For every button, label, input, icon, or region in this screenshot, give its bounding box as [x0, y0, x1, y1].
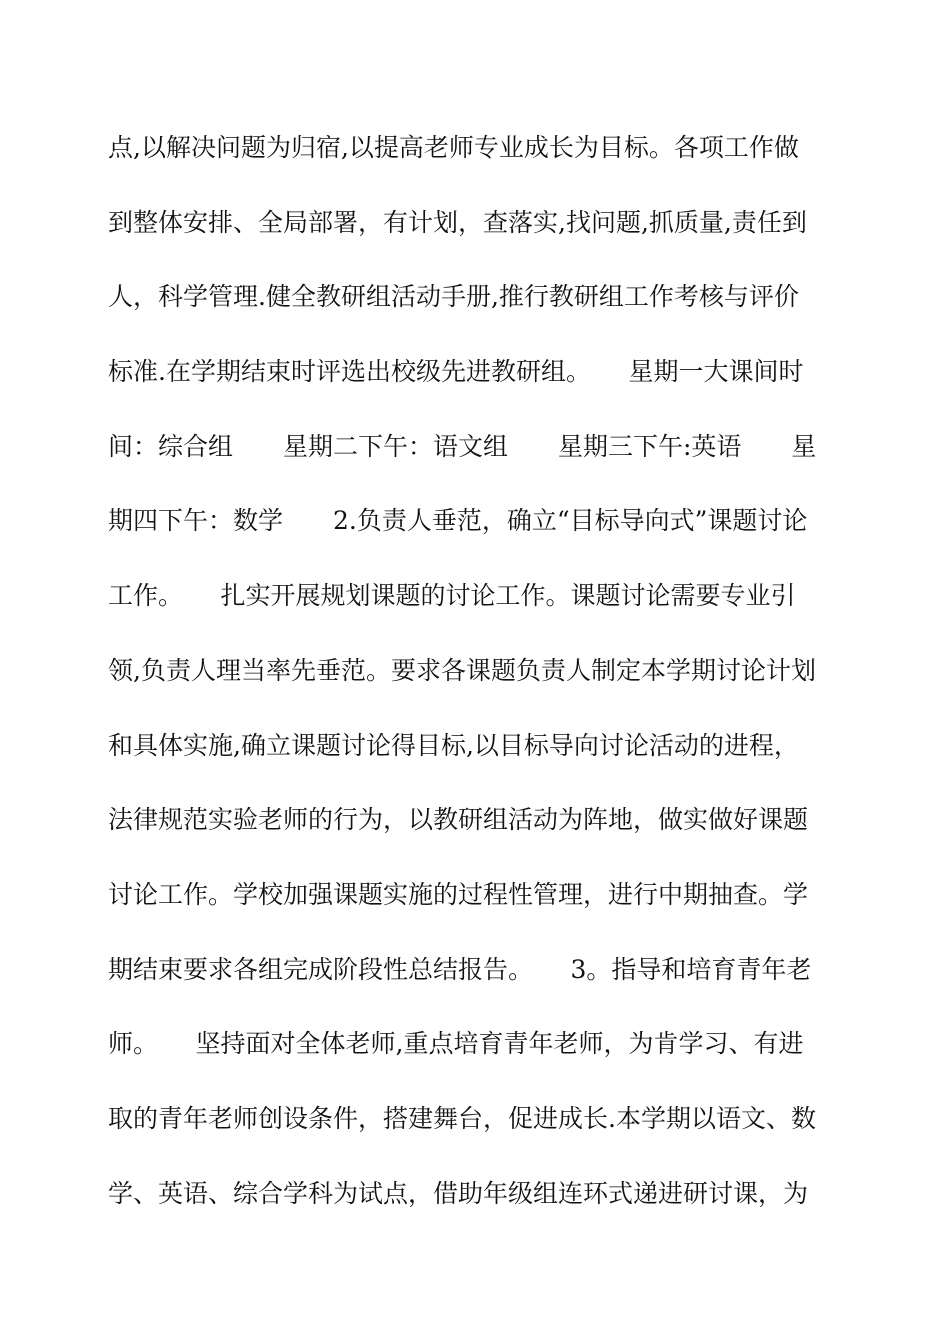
text-line: 工作。 扎实开展规划课题的讨论工作。课题讨论需要专业引: [108, 581, 796, 611]
text-line: 标准.在学期结束时评选出校级先进教研组。 星期一大课间时: [108, 357, 804, 387]
text-line: 学、英语、综合学科为试点，借助年级组连环式递进研讨课，为: [108, 1178, 809, 1208]
text-line: 到整体安排、全局部署，有计划，查落实,找问题,抓质量,责任到: [108, 207, 807, 237]
text-line: 讨论工作。学校加强课题实施的过程性管理，进行中期抽查。学: [108, 879, 809, 909]
text-line: 法律规范实验老师的行为，以教研组活动为阵地，做实做好课题: [108, 805, 809, 835]
text-line: 领,负责人理当率先垂范。要求各课题负责人制定本学期讨论计划: [108, 655, 816, 685]
body-text: [108, 126, 848, 1246]
text-line: 师。 坚持面对全体老师,重点培育青年老师，为肯学习、有进: [108, 1029, 804, 1059]
text-line: 期四下午：数学 2.负责人垂范，确立“目标导向式”课题讨论: [108, 506, 808, 536]
text-line: 期结束要求各组完成阶段性总结报告。 3。指导和培育青年老: [108, 954, 812, 984]
text-line: 点,以解决问题为归宿,以提高老师专业成长为目标。各项工作做: [108, 133, 799, 162]
text-line: 取的青年老师创设条件，搭建舞台，促进成长.本学期以语文、数: [108, 1103, 816, 1133]
text-line: 间：综合组 星期二下午：语文组 星期三下午:英语 星: [108, 431, 817, 461]
text-line: 人，科学管理.健全教研组活动手册,推行教研组工作考核与评价: [108, 282, 799, 312]
text-line: 和具体实施,确立课题讨论得目标,以目标导向讨论活动的进程，: [108, 730, 799, 760]
